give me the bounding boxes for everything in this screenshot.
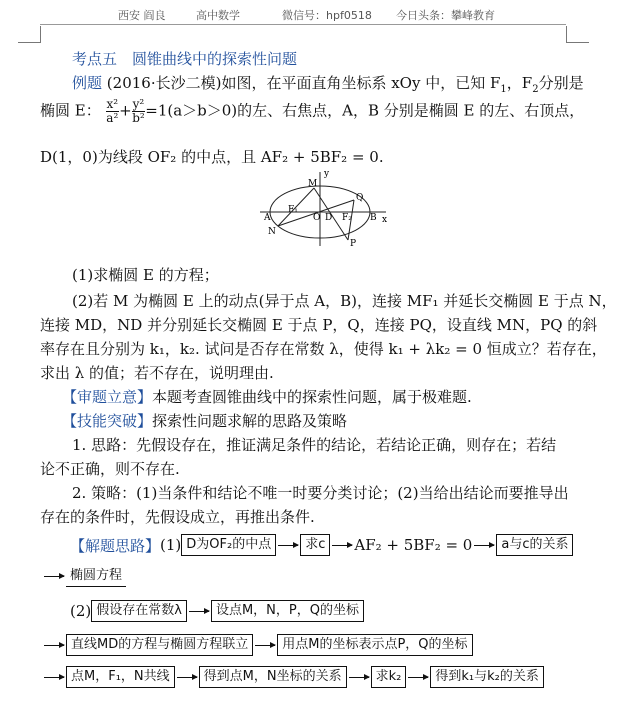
flow-arrow [278, 545, 298, 546]
header-subject: 高中数学 [196, 9, 240, 22]
strategy-2-line-2: 存在的条件时，先假设成立，再推出条件. [40, 508, 315, 526]
flow-row-4 [42, 634, 473, 656]
page-header [0, 4, 640, 22]
strategy-2-line-1: 2. 策略：(1)当条件和结论不唯一时要分类讨论；(2)当给出结论而要推导出 [72, 484, 569, 502]
flow-box-find-k2: 求k₂ [371, 666, 407, 688]
flow-arrow [349, 677, 369, 678]
question-2-line-2: 连接 MD，ND 并分别延长交椭圆 E 于点 P，Q，连接 PQ，设直线 MN，PQ 的斜 [40, 316, 598, 334]
flow-box-line-md: 直线MD的方程与椭圆方程联立 [66, 634, 253, 656]
flow-arrow [44, 677, 64, 678]
svg-text:O: O [313, 213, 321, 223]
flow-row-3: (2) 假设存在常数λ 设点M，N，P，Q的坐标 [70, 600, 364, 622]
example-line-2: 椭圆 E： $\frac{\text{x²}}{\text{a²}}+$ $\frac{\text{y²}}{\text{b²}}=1(a>b>0)$的左、右焦点，A，B 分别是椭圆 E 的左、右顶点， [40, 97, 585, 125]
flow-arrow [255, 645, 275, 646]
fraction-x: $\frac{\text{x²}}{\text{a²}}$ [106, 97, 119, 125]
header-rule [40, 24, 566, 25]
flow-box-collinear: 点M，F₁，N共线 [66, 666, 175, 688]
header-toutiao: 今日头条：攀峰教育 [396, 9, 495, 22]
flow-box-express-pq: 用点M的坐标表示点P，Q的坐标 [277, 634, 472, 656]
example-line-3: D(1，0)为线段 OF₂ 的中点，且 AF₂ + 5BF₂ = 0. [40, 148, 384, 166]
section-title: 考点五 圆锥曲线中的探索性问题 [72, 50, 298, 68]
flow-row-1: 【解题思路】 (1) D为OF₂的中点 求c AF₂ + 5BF₂ = 0 a与c的关系 [70, 534, 573, 556]
question-2-line-1: (2)若 M 为椭圆 E 上的动点(异于点 A，B)，连接 MF₁ 并延长交椭圆 E 于点 N， [72, 292, 617, 310]
strategy-1-line-2: 论不正确，则不存在. [40, 460, 180, 478]
question-2-line-3: 率存在且分别为 k₁，k₂. 试问是否存在常数 λ，使得 k₁ + λk₂ = 0 恒成立？若存在， [40, 340, 607, 358]
jieti-label: 【解题思路】 [70, 536, 161, 555]
svg-text:Q: Q [356, 193, 364, 203]
flow-box-d-midpoint: D为OF₂的中点 [181, 534, 276, 556]
flow-arrow [44, 645, 64, 646]
svg-text:y: y [324, 169, 330, 179]
flow-box-set-coords: 设点M，N，P，Q的坐标 [211, 600, 364, 622]
flow-box-a-c-relation: a与c的关系 [496, 534, 573, 556]
crop-mark-left [18, 26, 41, 43]
flow-arrow [332, 545, 352, 546]
flow-box-ellipse-eq: 椭圆方程 [66, 566, 126, 587]
flow-box-assume-lambda: 假设存在常数λ [91, 600, 187, 622]
example-line-1: 例题 (2016·长沙二模)如图，在平面直角坐标系 xOy 中，已知 $F_1$，$F_2$分别是 [72, 74, 584, 95]
svg-text:D: D [325, 213, 333, 223]
crop-mark-right [566, 26, 589, 43]
flow-row-5 [42, 666, 544, 688]
flow-arrow [177, 677, 197, 678]
flow-arrow [474, 545, 494, 546]
jineng-tupo: 【技能突破】探索性问题求解的思路及策略 [62, 412, 348, 430]
flow-box-find-c: 求c [300, 534, 330, 556]
flow-row-2 [42, 566, 126, 587]
svg-text:N: N [268, 227, 276, 237]
svg-text:F₂: F₂ [342, 213, 352, 223]
flow-arrow [44, 576, 64, 577]
example-label: 例题 [72, 74, 103, 92]
svg-text:A: A [264, 213, 271, 223]
strategy-1-line-1: 1. 思路：先假设存在，推证满足条件的结论，若结论正确，则存在；若结 [72, 436, 557, 454]
header-wechat: 微信号：hpf0518 [282, 9, 372, 22]
svg-text:P: P [350, 239, 357, 248]
svg-text:F₁: F₁ [288, 205, 298, 215]
svg-text:x: x [382, 215, 388, 225]
header-author: 西安 阎良 [118, 9, 166, 22]
flow-arrow [189, 611, 209, 612]
fraction-y: $\frac{\text{y²}}{\text{b²}}$ [132, 97, 145, 125]
flow-vector-eq: AF₂ + 5BF₂ = 0 [354, 536, 473, 554]
flow-box-mn-relation: 得到点M，N坐标的关系 [199, 666, 347, 688]
flow-arrow [408, 677, 428, 678]
ellipse-figure [258, 168, 392, 248]
svg-text:M: M [308, 179, 318, 189]
flow-box-k1-k2-relation: 得到k₁与k₂的关系 [430, 666, 543, 688]
question-1: (1)求椭圆 E 的方程； [72, 266, 219, 284]
question-2-line-4: 求出 λ 的值；若不存在，说明理由. [40, 364, 274, 382]
svg-text:B: B [370, 213, 377, 223]
shenti-liyi: 【审题立意】本题考查圆锥曲线中的探索性问题，属于极难题. [62, 388, 472, 406]
